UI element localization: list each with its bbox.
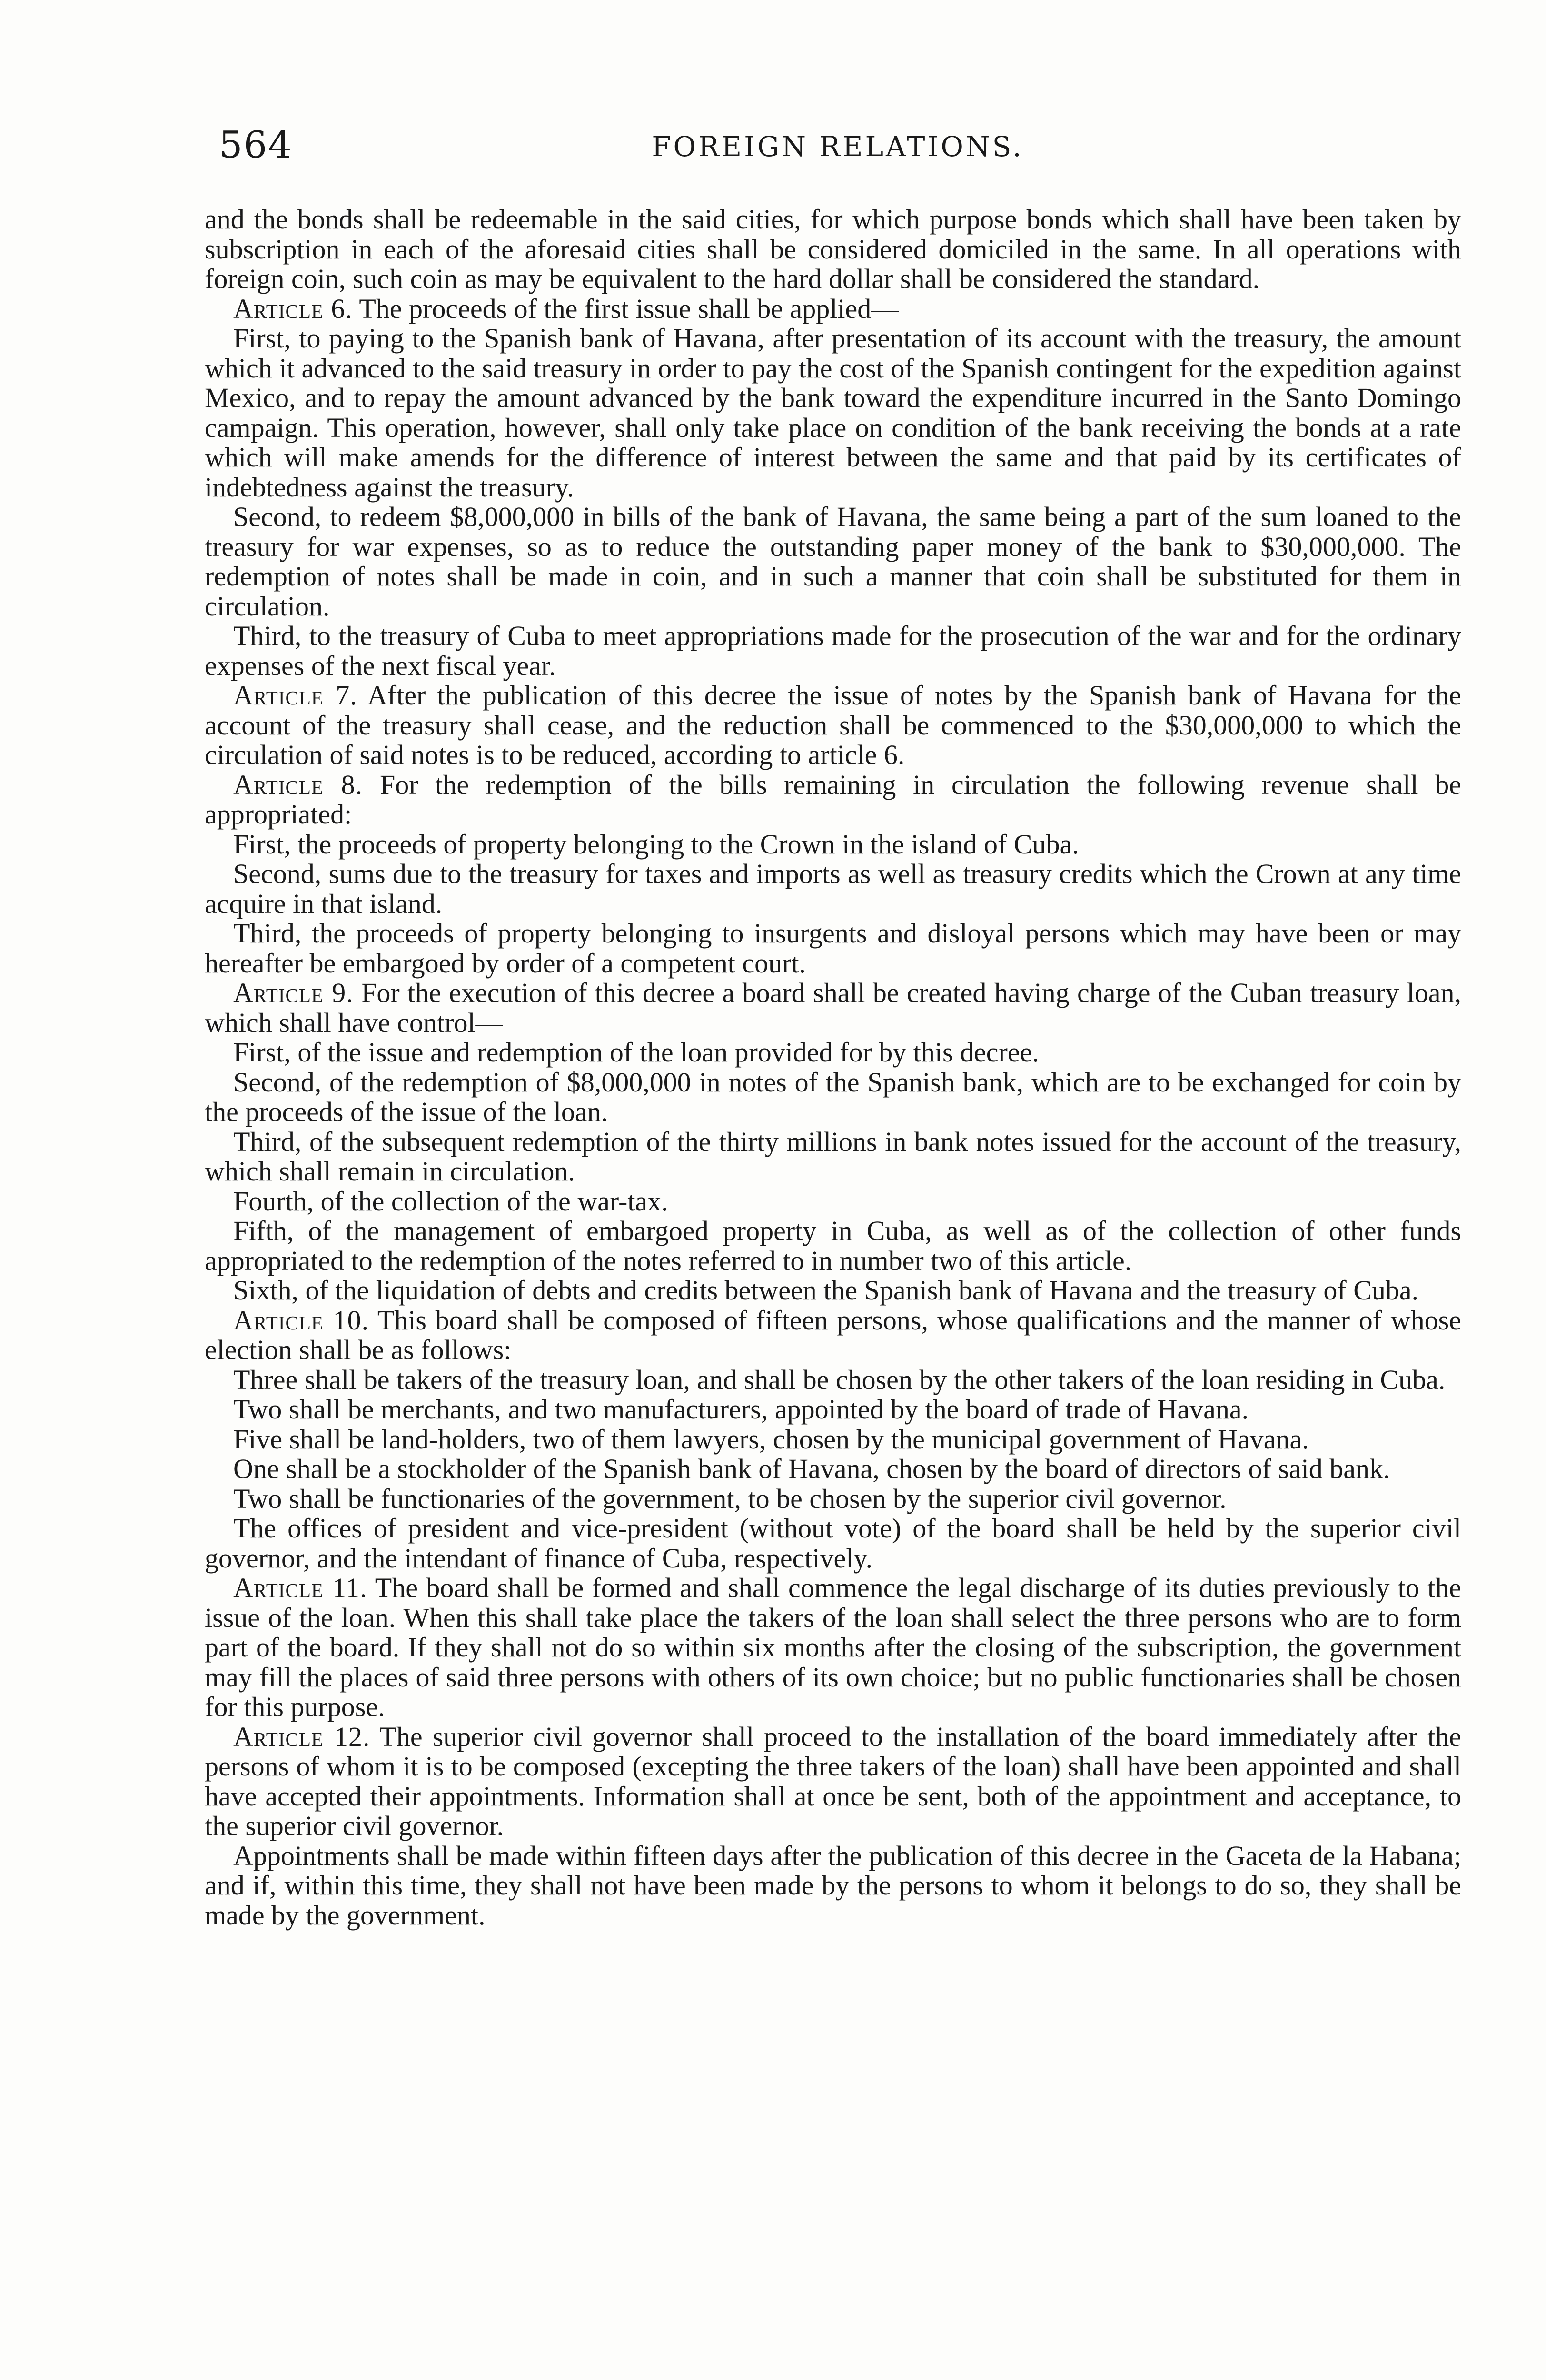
paragraph-text: The board shall be formed and shall commence the legal discharge of its duties previously to the issue of the loan. When this shall take place the takers of the loan shall select the three persons who are to form part of the board. If they shall not do so within six months after the closing of the subscription, the government may fill the places of said three persons with others of its own choice; but no public functionaries shall be chosen for this purpose.	[205, 1572, 1461, 1722]
paragraph	[205, 681, 1461, 770]
paragraph: Appointments shall be made within fifteen days after the publication of this decree in the Gaceta de la Habana; and if, within this time, they shall not have been made by the persons to whom it belongs to do so, they shall be made by the government.	[205, 1840, 1461, 1931]
paragraph: First, the proceeds of property belonging to the Crown in the island of Cuba.	[233, 828, 1079, 860]
article-heading: Article 9.	[233, 977, 354, 1008]
paragraph: Two shall be merchants, and two manufacturers, appointed by the board of trade of Havana.	[233, 1394, 1249, 1425]
paragraph: Third, the proceeds of property belonging to insurgents and disloyal persons which may have been or may hereafter be embargoed by order of a competent court.	[205, 918, 1461, 979]
paragraph: The offices of president and vice-president (without vote) of the board shall be held by the superior civil governor, and the intendant of finance of Cuba, respectively.	[205, 1513, 1461, 1574]
paragraph	[205, 978, 1461, 1038]
paragraph: Second, sums due to the treasury for taxes and imports as well as treasury credits which the Crown at any time acquire in that island.	[205, 858, 1461, 919]
paragraph: Second, of the redemption of $8,000,000 in notes of the Spanish bank, which are to be exchanged for coin by the proceeds of the issue of the loan.	[205, 1066, 1461, 1127]
paragraph	[205, 1306, 1461, 1365]
article-heading: Article 7.	[233, 680, 357, 711]
body-text	[205, 205, 1461, 1930]
paragraph: Fourth, of the collection of the war-tax.	[233, 1185, 668, 1217]
paragraph-text: The superior civil governor shall proceed to the installation of the board immediately after the persons of whom it is to be composed (excepting the three takers of the loan) shall have been appointed and shall have accepted their appointments. Information shall at once be sent, both of the appointment and acceptance, to the superior civil governor.	[205, 1721, 1461, 1841]
paragraph-text: For the redemption of the bills remaining in circulation the following revenue shall be appropriated:	[205, 769, 1461, 830]
paragraph: and the bonds shall be redeemable in the said cities, for which purpose bonds which shall have been taken by subscription in each of the aforesaid cities shall be considered domiciled in the same. In all operations with foreign coin, such coin as may be equivalent to the hard dollar shall be considered the standard.	[205, 204, 1461, 294]
page-number: 564	[219, 124, 293, 167]
paragraph: Sixth, of the liquidation of debts and credits between the Spanish bank of Havana and the treasury of Cuba.	[233, 1275, 1419, 1306]
paragraph: Three shall be takers of the treasury loan, and shall be chosen by the other takers of the loan residing in Cuba.	[233, 1364, 1446, 1395]
paragraph-text: After the publication of this decree the issue of notes by the Spanish bank of Havana for the account of the treasury shall cease, and the reduction shall be commenced to the $30,000,000 to which the circulation of said notes is to be reduced, according to article 6.	[205, 680, 1461, 770]
paragraph	[205, 770, 1461, 830]
paragraph: Third, to the treasury of Cuba to meet appropriations made for the prosecution of the war and for the ordinary expenses of the next fiscal year.	[205, 620, 1461, 681]
paragraph: Third, of the subsequent redemption of the thirty millions in bank notes issued for the account of the treasury, which shall remain in circulation.	[205, 1126, 1461, 1187]
paragraph: First, of the issue and redemption of the loan provided for by this decree.	[233, 1037, 1039, 1068]
running-title: FOREIGN RELATIONS.	[652, 130, 1024, 163]
article-heading: Article 6.	[233, 293, 353, 324]
paragraph-text: The proceeds of the first issue shall be applied—	[359, 293, 899, 324]
paragraph-text: This board shall be composed of fifteen persons, whose qualifications and the manner of whose election shall be as follows:	[205, 1304, 1462, 1365]
paragraph: First, to paying to the Spanish bank of Havana, after presentation of its account with the treasury, the amount which it advanced to the said treasury in order to pay the cost of the Spanish contingent for the expedition against Mexico, and to repay the amount advanced by the bank toward the expenditure incurred in the Santo Domingo campaign. This operation, however, shall only take place on condition of the bank receiving the bonds at a rate which will make amends for the difference of interest between the same and that paid by its certificates of indebtedness against the treasury.	[205, 323, 1461, 503]
paragraph: Second, to redeem $8,000,000 in bills of the bank of Havana, the same being a part of the sum loaned to the treasury for war expenses, so as to reduce the outstanding paper money of the bank to $30,000,000. The redemption of notes shall be made in coin, and in such a manner that coin shall be substituted for them in circulation.	[205, 501, 1461, 622]
paragraph: One shall be a stockholder of the Spanish bank of Havana, chosen by the board of directors of said bank.	[233, 1453, 1390, 1484]
article-heading: Article 8.	[233, 769, 363, 800]
article-heading: Article 11.	[233, 1572, 367, 1603]
article-heading: Article 10.	[233, 1304, 369, 1336]
paragraph	[205, 1722, 1461, 1841]
article-heading: Article 12.	[233, 1721, 370, 1752]
paragraph: Two shall be functionaries of the government, to be chosen by the superior civil governor.	[233, 1483, 1227, 1514]
paragraph	[205, 294, 1461, 324]
page-header	[209, 119, 1466, 171]
paragraph: Fifth, of the management of embargoed property in Cuba, as well as of the collection of other funds appropriated to the redemption of the notes referred to in number two of this article.	[205, 1215, 1461, 1276]
paragraph	[205, 1573, 1461, 1722]
paragraph-text: For the execution of this decree a board shall be created having charge of the Cuban treasury loan, which shall have control—	[205, 977, 1462, 1038]
paragraph: Five shall be land-holders, two of them lawyers, chosen by the municipal government of Havana.	[233, 1423, 1309, 1455]
